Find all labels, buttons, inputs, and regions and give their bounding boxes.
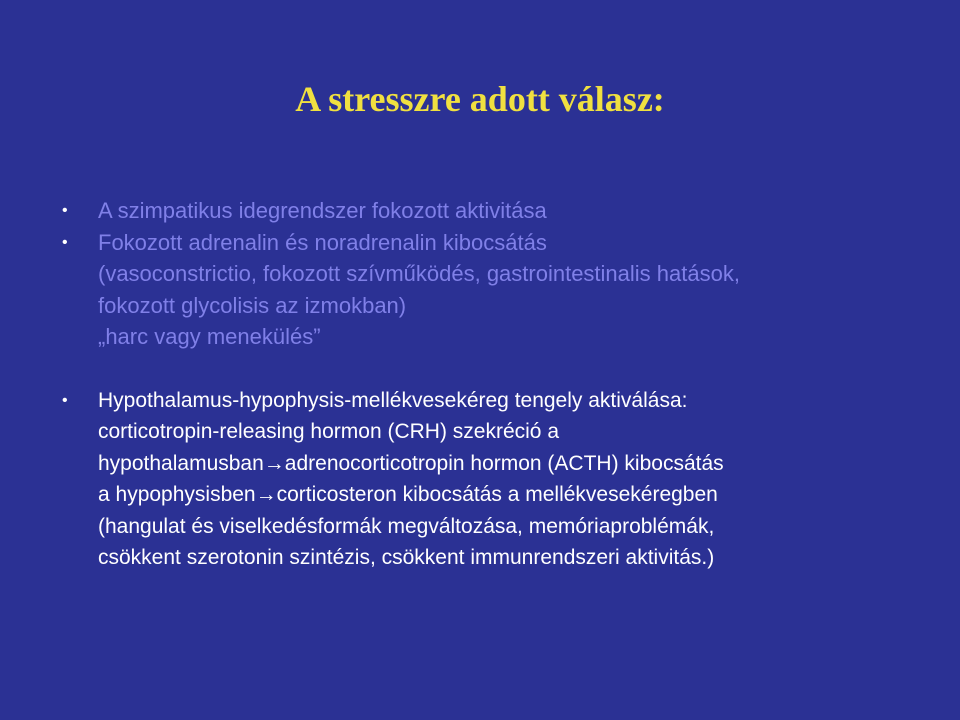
- bullet-dot-icon: •: [62, 233, 68, 251]
- bullet-text: Fokozott adrenalin és noradrenalin kibocsátás: [98, 229, 547, 255]
- text-line-serotonin: csökkent szerotonin szintézis, csökkent immunrendszeri aktivitás.): [98, 546, 715, 569]
- bullet-text: Hypothalamus-hypophysis-mellékvesekéreg tengely aktiválása:: [98, 388, 688, 412]
- bullet-item-sympathetic: [60, 195, 930, 227]
- text-line-fight-or-flight: „harc vagy menekülés”: [98, 324, 321, 349]
- spacer: [60, 353, 930, 385]
- slide-title: A stresszre adott válasz:: [295, 79, 665, 119]
- text-line-acth: hypothalamusban→adrenocorticotropin hormon (ACTH) kibocsátás: [98, 451, 724, 475]
- text-line-glycolisis: fokozott glycolisis az izmokban): [98, 292, 407, 318]
- text-line-effects: (vasoconstrictio, fokozott szívműködés, gastrointestinalis hatások,: [98, 261, 740, 286]
- bullet-text: A szimpatikus idegrendszer fokozott aktivitása: [98, 198, 547, 223]
- text-line-crh: corticotropin-releasing hormon (CRH) szekréció a: [98, 420, 559, 443]
- bullet-item-adrenalin: [60, 227, 930, 259]
- text-line-corticosteron: a hypophysisben→corticosteron kibocsátás a mellékvesekéregben: [98, 483, 718, 506]
- slide-body: [60, 195, 930, 574]
- bullet-dot-icon: •: [62, 202, 68, 219]
- bullet-dot-icon: •: [62, 391, 68, 409]
- bullet-item-hpa-axis: [60, 385, 930, 417]
- text-line-mood: (hangulat és viselkedésformák megváltozása, memóriaproblémák,: [98, 514, 715, 538]
